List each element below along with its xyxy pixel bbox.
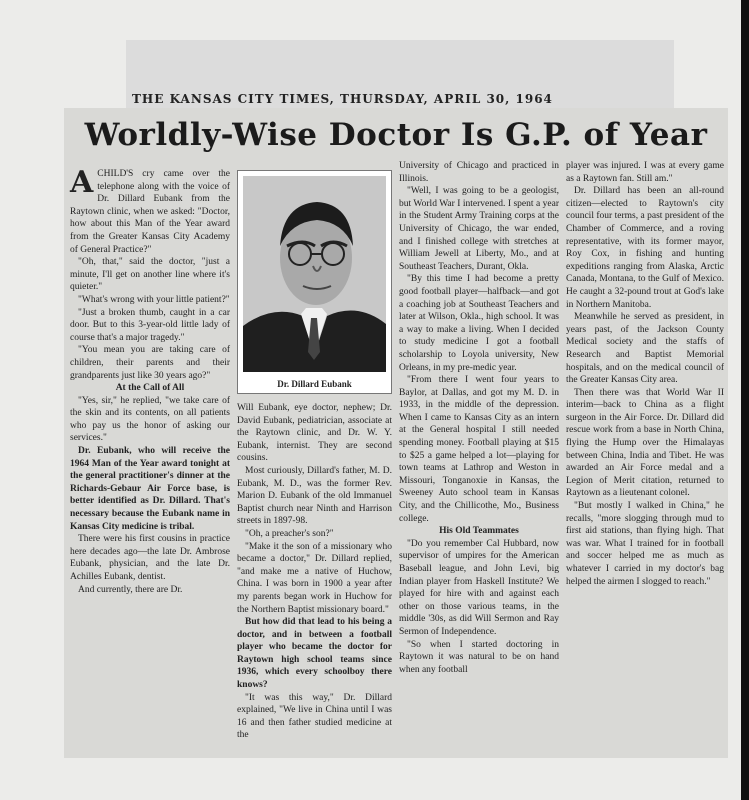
article-column-4 [566, 160, 724, 650]
drop-cap: A [70, 165, 94, 200]
paragraph: "Oh, that," said the doctor, "just a minute, I'll get on another line where it's quieter." [70, 257, 230, 293]
paragraph: "Just a broken thumb, caught in a car door. But to this 3-year-old little lady of course that's a major tragedy." [70, 307, 230, 343]
dateline: THE KANSAS CITY TIMES, THURSDAY, APRIL 30, 1964 [132, 92, 553, 106]
paragraph: Dr. Dillard has been an all-round citizen—elected to Raytown's city council four terms, a past president of the Chamber of Commerce, and a roving representative, with its former mayor, Roy Cox, in fishing and hunting expeditions ranging from Alaska, Arctic Canada, Montana, to the Gulf of Mexico. He caught a 32-pound trout at God's lake in Northern Manitoba. [566, 186, 724, 310]
paragraph: player was injured. I was at every game as a Raytown fan. Still am." [566, 161, 724, 184]
paragraph: "Well, I was going to be a geologist, but World War I intervened. I spent a year in the Student Army Training corps at the University of Chicago, the war ended, and I finished college with stretches at William Jewell at Liberty, Mo., and at Southeast Teachers, Durant, Okla. [399, 186, 559, 272]
headline: Worldly-Wise Doctor Is G.P. of Year [84, 117, 708, 153]
paragraph: "You mean you are taking care of children, their parents and their grandparents just like 30 years ago?" [70, 345, 230, 381]
paragraph: "Make it the son of a missionary who became a doctor," Dr. Dillard replied, "and make me a native of Huchow, China. I was born in 1900 a year after my parents began work in Huchow for the Northern Baptist missionary board." [237, 541, 392, 615]
paragraph: Then there was that World War II interim—back to China as a flight surgeon in the Air Force. Dr. Dillard did rescue work from a base in North China, flying the Hump over the Himalayas between China, India and Tibet. He was awarded an Air Force medal and a Legion of Merit citation, returned to Raytown as a lieutenant colonel. [566, 387, 724, 499]
paragraph: And currently, there are Dr. [78, 584, 183, 595]
paragraph: There were his first cousins in practice here decades ago—the late Dr. Ambrose Eubank, physician, and the late Dr. Achilles Eubank, dentist. [70, 534, 230, 582]
paragraph: "So when I started doctoring in Raytown it was natural to be on hand when any football [399, 639, 559, 675]
portrait-photo [237, 170, 392, 394]
masthead-strip [126, 40, 674, 113]
article-column-3 [399, 160, 559, 754]
paragraph: "Oh, a preacher's son?" [245, 528, 334, 539]
paragraph: "Yes, sir," he replied, "we take care of the skin and its contents, on all patients who pay us the honor of asking our services." [70, 395, 230, 444]
article-column-2 [237, 402, 392, 754]
subheading: At the Call of All [115, 383, 185, 394]
subheading: His Old Teammates [439, 526, 519, 537]
photo-caption: Dr. Dillard Eubank [277, 379, 352, 389]
paragraph: Most curiously, Dillard's father, M. D. Eubank, M. D., was the former Rev. Marion D. Eubank of the old Immanuel Baptist church near Ninth and Harrison streets in 1897-98. [237, 465, 392, 527]
lead-paragraph: ACHILD'S cry came over the telephone along with the voice of Dr. Dillard Eubank from the Raytown clinic, when we asked: "Doctor, how about this Man of the Year award from the Greater Kansas City Academy of General Practice?" [70, 165, 230, 255]
paragraph: "It was this way," Dr. Dillard explained, "We live in China until I was 16 and then father studied medicine at the [237, 692, 392, 741]
paragraph: Will Eubank, eye doctor, nephew; Dr. David Eubank, pediatrician, associate at the Raytown clinic, and Dr. W. Y. Eubank, internist. They are second cousins. [237, 403, 392, 464]
paragraph: Meanwhile he served as president, in years past, of the Jackson County Medical society and the staffs of Research and Baptist Memorial hospitals, and on the medical council of the Greater Kansas City area. [566, 312, 724, 386]
article-column-1 [70, 165, 230, 664]
portrait-image [243, 176, 386, 372]
paragraph: "Do you remember Cal Hubbard, now supervisor of umpires for the American Baseball league, and John Levi, big Indian player from Haskell Institute? We played for hire with and against each other on those various teams, in the middle '30s, as did Will Sermon and Ray Sermon of Independence. [399, 538, 559, 637]
paragraph: Dr. Eubank, who will receive the 1964 Man of the Year award tonight at the general practitioner's dinner at the Richards-Gebaur Air Force base, is better identified as Dr. Dillard. That's necessary because the Eubank name in Kansas City medicine is tribal. [70, 446, 230, 532]
paragraph: University of Chicago and practiced in Illinois. [399, 161, 559, 184]
paragraph: "What's wrong with your little patient?" [78, 294, 230, 305]
paragraph: But how did that lead to his being a doctor, and in between a football player who became the doctor for Raytown high school teams since 1936, which every schoolboy there knows? [237, 617, 392, 691]
paragraph: "From there I went four years to Baylor, at Dallas, and got my M. D. in 1933, in the middle of the depression. When I came to Kansas City as an intern at the General hospital I still needed spending money. Football playing at $15 to $25 a game helped a lot—playing for town teams at Lathrop and Weston in Missouri, Tonganoxie in Kansas, the Sweeney Auto school team in Kansas City, and the Chillicothe, Mo., Business college. [399, 375, 559, 524]
doctor-portrait-icon [243, 176, 386, 372]
paragraph: "But mostly I walked in China," he recalls, "more slogging through mud to first aid stations, than flying high. That was war. What I trained for in football and soccer helped me as much as whatever I carried in my doctor's bag helped the airmen I slogged to reach." [566, 501, 724, 587]
paragraph: "By this time I had become a pretty good football player—halfback—and got a coaching job at Southeast Teachers and later at Wilson, Okla., high school. It was a way to make a living. When I decided to study medicine I got a football scholarship to Loyola university, New Orleans, in my pre-medic year. [399, 274, 559, 373]
